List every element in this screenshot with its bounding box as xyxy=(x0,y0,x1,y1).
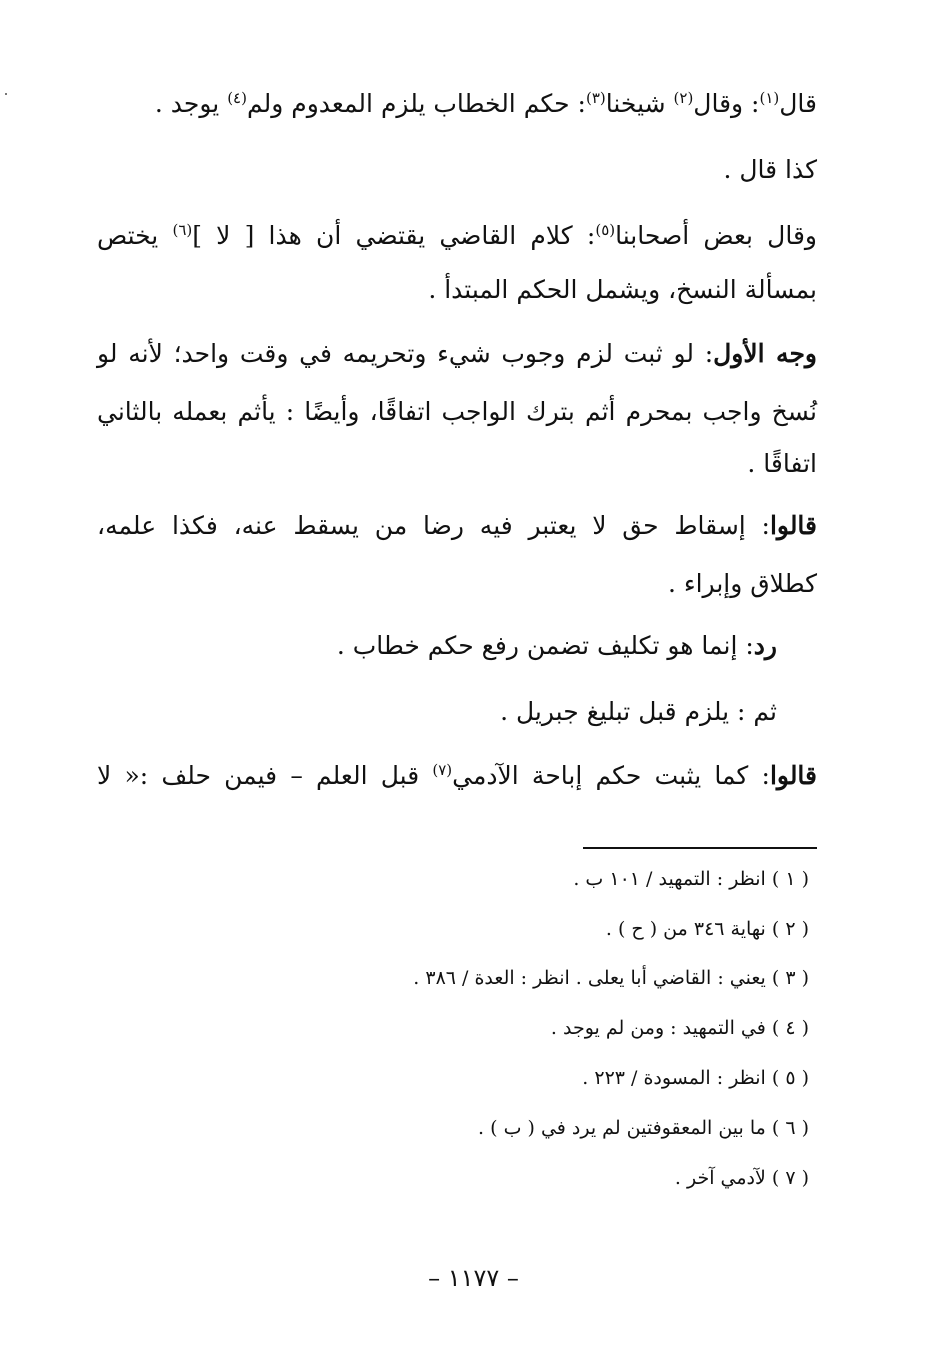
footnote-3: ( ٣ ) يعني : القاضي أبا يعلى . انظر : العدة / ٣٨٦ . xyxy=(413,967,809,989)
text-segment: بمسألة النسخ، ويشمل الحكم المبتدأ . xyxy=(428,275,817,304)
page-number: – ١١٧٧ – xyxy=(428,1264,519,1292)
footnote-4: ( ٤ ) في التمهيد : ومن لم يوجد . xyxy=(550,1017,809,1039)
text-segment: قال xyxy=(779,89,817,118)
text-segment: : حكم الخطاب يلزم المعدوم ولم xyxy=(246,89,586,118)
footnote-ref[interactable]: (٢) xyxy=(673,89,694,107)
text-segment: : كلام القاضي يقتضي أن هذا [ لا ] xyxy=(192,221,596,250)
section-heading: رد xyxy=(753,631,777,660)
body-line-5 xyxy=(97,334,817,374)
text-segment: اتفاقًا . xyxy=(747,449,817,478)
text-segment: : وقال xyxy=(693,89,760,118)
section-heading: قالوا xyxy=(769,761,817,790)
footnote-6: ( ٦ ) ما بين المعقوفتين لم يرد في ( ب ) . xyxy=(478,1117,809,1139)
footnote-ref[interactable]: (٤) xyxy=(227,89,247,107)
body-line-2 xyxy=(723,150,817,190)
text-segment: كذا قال . xyxy=(723,155,817,184)
body-line-10 xyxy=(337,626,777,666)
footnote-ref[interactable]: (٣) xyxy=(585,89,606,107)
body-line-12 xyxy=(97,756,817,796)
footnote-ref[interactable]: (٥) xyxy=(595,221,616,239)
footnote-2: ( ٢ ) نهاية ٣٤٦ من ( ح ) . xyxy=(605,918,809,940)
text-segment: : كما يثبت حكم إباحة الآدمي xyxy=(452,761,770,790)
footnote-1: ( ١ ) انظر : التمهيد / ١٠١ ب . xyxy=(573,868,809,890)
footnote-7: ( ٧ ) لآدمي آخر . xyxy=(674,1167,809,1189)
body-line-11 xyxy=(500,692,777,732)
body-line-4 xyxy=(428,270,817,310)
text-segment: قبل العلم – فيمن حلف :« لا xyxy=(97,761,433,790)
body-line-1 xyxy=(155,84,817,124)
body-line-6 xyxy=(97,392,817,432)
section-heading: وجه الأول xyxy=(713,339,817,368)
text-segment: يختص xyxy=(97,221,173,250)
text-segment: يوجد . xyxy=(154,89,228,118)
section-heading: قالوا xyxy=(769,511,817,540)
text-segment: : لو ثبت لزم وجوب شيء وتحريمه في وقت واحد؛ لأنه لو xyxy=(97,339,714,368)
scan-speck xyxy=(5,93,7,95)
footnote-ref[interactable]: (٧) xyxy=(432,761,453,779)
text-segment: : إسقاط حق لا يعتبر فيه رضا من يسقط عنه، فكذا علمه، xyxy=(97,511,770,540)
footnote-5: ( ٥ ) انظر : المسودة / ٢٢٣ . xyxy=(582,1067,809,1089)
body-line-8 xyxy=(97,506,817,546)
body-line-3 xyxy=(97,216,817,256)
text-segment: وقال بعض أصحابنا xyxy=(615,221,817,250)
footnote-ref[interactable]: (٦) xyxy=(172,221,193,239)
body-line-7 xyxy=(747,444,817,484)
text-segment: شيخنا xyxy=(605,89,674,118)
text-segment: ثم : يلزم قبل تبليغ جبريل . xyxy=(500,697,777,726)
text-segment: نُسخ واجب بمحرم أثم بترك الواجب اتفاقًا، وأيضًا : يأثم بعمله بالثاني xyxy=(97,397,817,426)
footnote-separator xyxy=(583,847,817,849)
body-line-9 xyxy=(668,564,817,604)
text-segment: : إنما هو تكليف تضمن رفع حكم خطاب . xyxy=(336,631,754,660)
text-segment: كطلاق وإبراء . xyxy=(667,569,817,598)
footnote-ref[interactable]: (١) xyxy=(759,89,780,107)
